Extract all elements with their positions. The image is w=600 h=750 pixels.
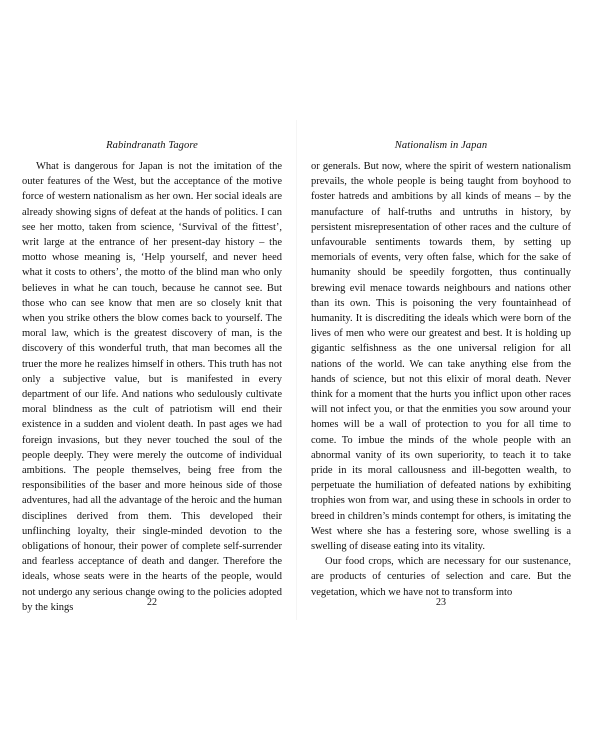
left-running-head: Rabindranath Tagore bbox=[106, 140, 198, 151]
left-page-number: 22 bbox=[147, 597, 157, 608]
right-running-head: Nationalism in Japan bbox=[394, 140, 488, 151]
right-paragraph-2: Our food crops, which are necessary for our sustenance, are products of centuries of selection and care. But the vegetation, which we have not to transform into bbox=[311, 556, 571, 598]
left-paragraph: What is dangerous for Japan is not the imitation of the outer features of the West, but the acceptance of the motive force of western nationalism as her own. Her social ideals are already showing signs of defeat at the hands of politics. I can see her motto, taken from science, ‘Survival of the fittest’, writ large at the entrance of her present-day history – the motto whose meaning is, ‘Help yourself, and never heed what it costs to others’, the motto of the blind man who only believes in what he can touch, because he cannot see. But those who can see know that men are so closely knit that when you strike others the blow comes back to yourself. The moral law, which is the greatest discovery of man, is the discovery of this wonderful truth, that man becomes all the truer the more he realizes himself in others. This truth has not only a subjective value, but is manifested in every department of our life. And nations who sedulously cultivate moral blindness as the cult of patriotism will end their existence in a sudden and violent death. In past ages we had foreign invasions, but they never touched the soul of the people deeply. They were merely the outcome of individual ambitions. The people themselves, being free from the responsibilities of the baser and more heinous side of those adventures, had all the advantage of the heroic and the human disciplines derived from them. This developed their unflinching loyalty, their single-minded devotion to the obligations of honour, their power of complete self-surrender and fearless acceptance of death and danger. Therefore the ideals, whose seats were in the hearts of the people, would not undergo any serious change owing to the policies adopted by the kings bbox=[22, 161, 282, 613]
right-page bbox=[311, 140, 571, 600]
right-paragraph-1: or generals. But now, where the spirit of western nationalism prevails, the whole people is being taught from boyhood to foster hatreds and ambitions by all kinds of means – by the manufacture of half-truths and untruths in history, by persistent misrepresentation of other races and the culture of unfavourable sentiments towards them, by setting up memorials of events, very often false, which for the sake of humanity should be speedily forgotten, thus continually brewing evil menace towards neighbours and nations other than its own. This is poisoning the very fountainhead of humanity. It is discrediting the ideals which were born of the lives of men who were our greatest and best. It is holding up gigantic selfishness as the one universal religion for all nations of the world. We can take anything else from the hands of science, but not this elixir of moral death. Never think for a moment that the hurts you inflict upon other races will not infect you, or that the enmities you sow around your homes will be a wall of protection to you for all time to come. To imbue the minds of the whole people with an abnormal vanity of its own superiority, to teach it to take pride in its moral callousness and ill-begotten wealth, to perpetuate the humiliation of defeated nations by exhibiting trophies won from war, and using these in schools in order to breed in children’s minds contempt for others, is imitating the West where she has a festering sore, whose swelling is a swelling of disease eating into its vitality. bbox=[311, 161, 571, 553]
left-body-text bbox=[22, 159, 282, 615]
right-page-number: 23 bbox=[436, 597, 446, 608]
left-page bbox=[22, 140, 282, 615]
gutter-shadow bbox=[296, 120, 297, 620]
right-body-text bbox=[311, 159, 571, 600]
